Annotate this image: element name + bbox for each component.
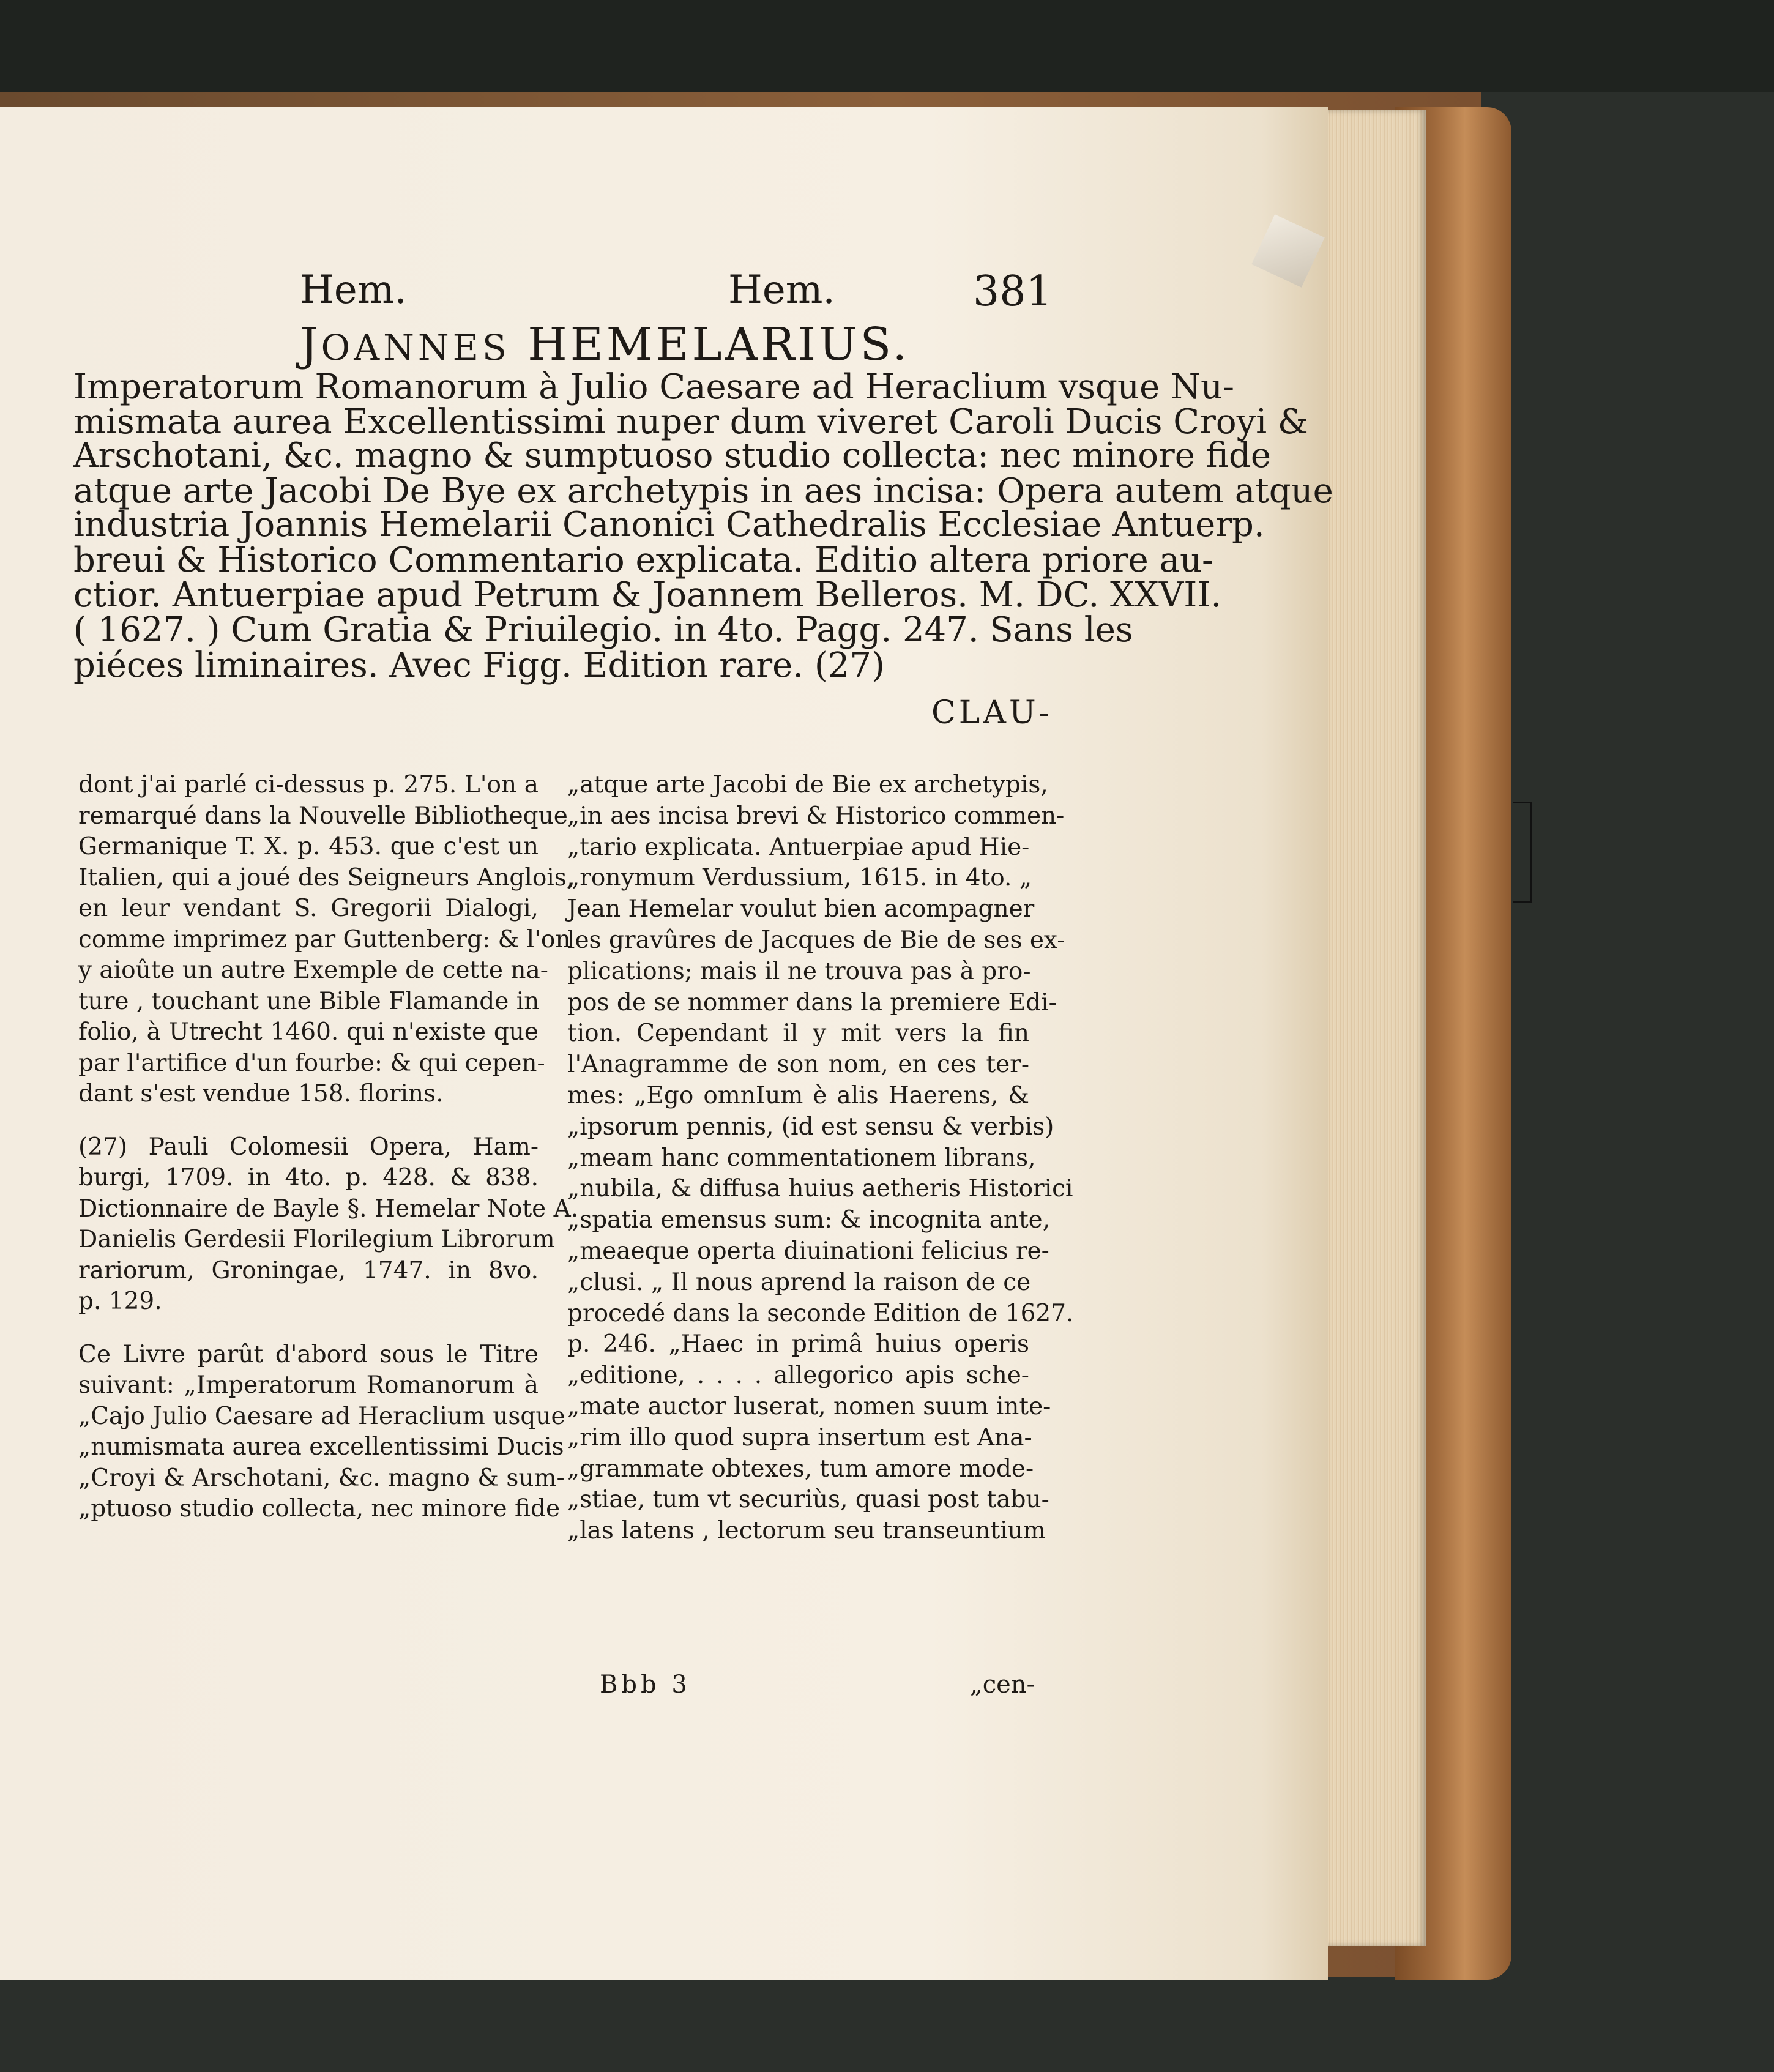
right-column-line: plications; mais il ne trouva pas à pro- [567,957,1031,985]
right-column-line: „las latens , lectorum seu transeuntium [567,1517,1046,1545]
right-column-line: procedé dans la seconde Edition de 1627. [567,1299,1074,1327]
left-column-line: suivant: „Imperatorum Romanorum à [78,1371,539,1399]
left-column-line: „Cajo Julio Caesare ad Heraclium usque [78,1402,565,1430]
right-column-line: „grammate obtexes, tum amore mode- [567,1455,1034,1483]
running-head-center: Hem. [728,267,835,313]
main-entry-line: breui & Historico Commentario explicata. Editio altera priore au- [73,540,1213,580]
footnote-line: burgi, 1709. in 4to. p. 428. & 838. [78,1164,539,1191]
right-column-line: „clusi. „ Il nous aprend la raison de ce [567,1268,1031,1296]
left-column-line: „numismata aurea excellentissimi Ducis [78,1433,564,1461]
right-column-line: „rim illo quod supra insertum est Ana- [567,1423,1032,1452]
page-number: 381 [973,267,1053,316]
left-column-line: „Croyi & Arschotani, &c. magno & sum- [78,1464,565,1492]
footnote-line: rariorum, Groningae, 1747. in 8vo. [78,1256,539,1284]
right-column-line: pos de se nommer dans la premiere Edi- [567,988,1057,1016]
left-column-line: en leur vendant S. Gregorii Dialogi, [78,895,539,922]
right-column-line: les gravûres de Jacques de Bie de ses ex- [567,926,1065,954]
title-initial: J [300,318,321,371]
main-entry-line: ( 1627. ) Cum Gratia & Priuilegio. in 4to. Pagg. 247. Sans les [73,610,1133,650]
footnote-line: Dictionnaire de Bayle §. Hemelar Note A. [78,1194,579,1223]
main-entry-line: Arschotani, &c. magno & sumptuoso studio collecta: nec minore fide [73,436,1271,475]
page-corner-tab [1251,214,1325,288]
right-column-line: mes: „Ego omnIum è alis Haerens, & [567,1082,1029,1109]
main-entry-line: Imperatorum Romanorum à Julio Caesare ad Heraclium vsque Nu- [73,367,1234,407]
main-entry-line: atque arte Jacobi De Bye ex archetypis in aes incisa: Opera autem atque [73,471,1333,511]
left-column-line: ture , touchant une Bible Flamande in [78,987,540,1015]
page-edges [1316,110,1426,1946]
scale-marker [1513,802,1532,903]
right-column-line: „meaeque operta diuinationi felicius re- [567,1237,1049,1265]
entry-title [300,318,910,371]
left-column-line: dant s'est vendue 158. florins. [78,1080,444,1108]
right-column-line: „stiae, tum vt securiùs, quasi post tabu- [567,1486,1049,1514]
left-column-line: „ptuoso studio collecta, nec minore fide [78,1495,561,1522]
left-column-line: comme imprimez par Guttenberg: & l'on [78,925,571,953]
title-smallcaps: OANNES [321,327,510,368]
main-entry-line: mismata aurea Excellentissimi nuper dum viveret Caroli Ducis Croyi & [73,402,1308,442]
left-column-line: par l'artifice d'un fourbe: & qui cepen- [78,1049,545,1077]
footnote-line: p. 129. [78,1288,162,1315]
footnote-line: (27) Pauli Colomesii Opera, Ham- [78,1133,539,1161]
left-column-line: y aioûte un autre Exemple de cette na- [78,956,548,984]
right-column-line: „atque arte Jacobi de Bie ex archetypis, [567,771,1048,799]
footnote-line: Danielis Gerdesii Florilegium Librorum [78,1226,555,1253]
left-column-line: remarqué dans la Nouvelle Bibliotheque [78,802,568,830]
main-entry-line: industria Joannis Hemelarii Canonici Cathedralis Ecclesiae Antuerp. [73,505,1265,545]
left-column-line: Germanique T. X. p. 453. que c'est un [78,833,539,860]
right-column-line: „tario explicata. Antuerpiae apud Hie- [567,833,1030,861]
right-column-line: „nubila, & diffusa huius aetheris Historici [567,1175,1073,1203]
right-column-line: „ronymum Verdussium, 1615. in 4to. „ [567,864,1032,892]
left-column-line: Italien, qui a joué des Seigneurs Anglois, [78,863,575,892]
main-entry-line: ctior. Antuerpiae apud Petrum & Joannem Belleros. M. DC. XXVII. [73,575,1222,615]
title-surname: HEMELARIUS. [527,318,911,371]
book-page [0,107,1333,1980]
right-column-line: „spatia emensus sum: & incognita ante, [567,1206,1051,1234]
left-column-line: dont j'ai parlé ci-dessus p. 275. L'on a [78,771,539,799]
catchword-foot: „cen- [970,1671,1035,1699]
background [0,0,1774,92]
right-column-line: „meam hanc commentationem librans, [567,1144,1036,1172]
right-column-line: l'Anagramme de son nom, en ces ter- [567,1051,1029,1079]
signature-mark: Bbb 3 [600,1671,691,1699]
catchword-main: CLAU- [931,695,1053,731]
right-column-line: „editione, . . . . allegorico apis sche- [567,1362,1029,1390]
right-column-line: p. 246. „Haec in primâ huius operis [567,1330,1029,1358]
main-entry-line: piéces liminaires. Avec Figg. Edition rare. (27) [73,646,885,685]
right-column-line: „mate auctor luserat, nomen suum inte- [567,1393,1051,1420]
right-column-line: „ipsorum pennis, (id est sensu & verbis) [567,1112,1054,1141]
left-column-line: folio, à Utrecht 1460. qui n'existe que [78,1018,539,1046]
right-column-line: „in aes incisa brevi & Historico commen- [567,802,1065,830]
right-column-line: tion. Cependant il y mit vers la fin [567,1019,1029,1048]
running-head-left: Hem. [300,267,407,313]
left-column-line: Ce Livre parût d'abord sous le Titre [78,1340,539,1368]
right-column-line: Jean Hemelar voulut bien acompagner [567,895,1035,923]
